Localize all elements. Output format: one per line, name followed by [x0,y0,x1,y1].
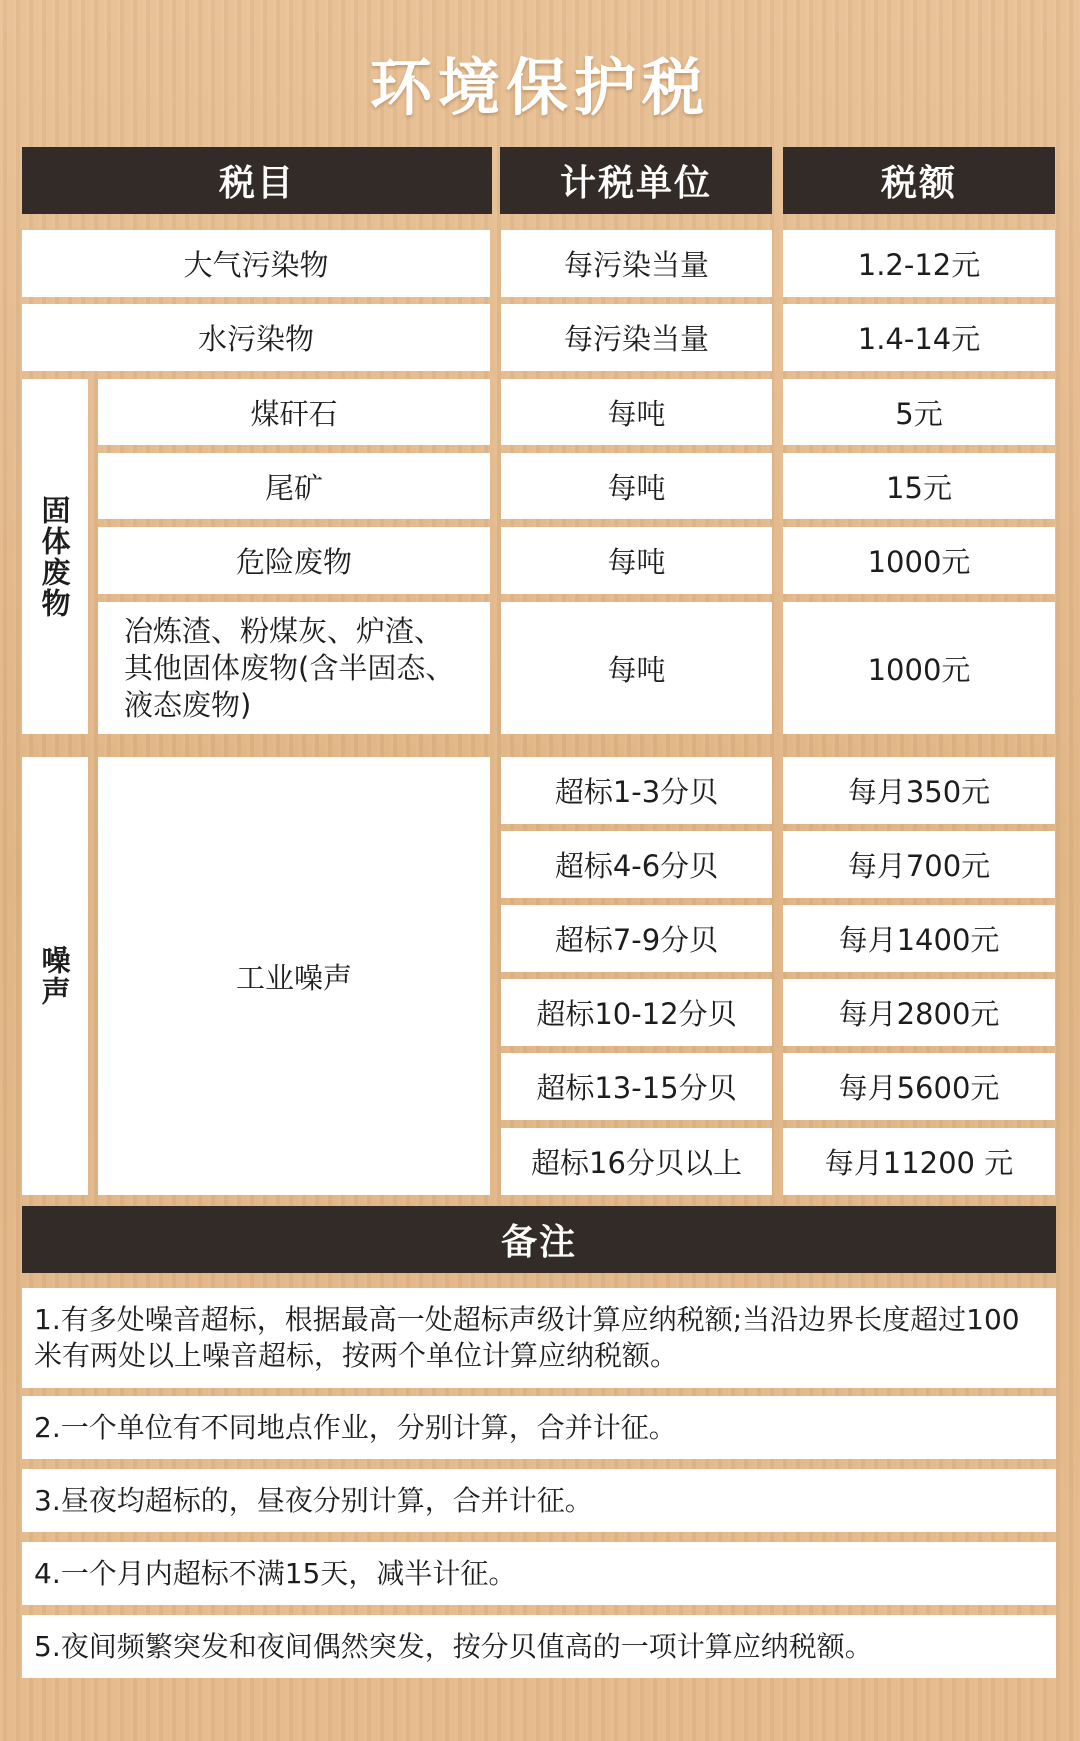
noise-group-label [22,757,88,1195]
solid-item-other: 冶炼渣、粉煤灰、炉渣、其他固体废物(含半固态、液态废物) [98,602,490,734]
solid-unit-tailings: 每吨 [501,453,772,519]
header-amount: 税额 [783,147,1055,214]
note-item-5: 5.夜间频繁突发和夜间偶然突发，按分贝值高的一项计算应纳税额。 [22,1615,1056,1678]
noise-unit-6: 超标16分贝以上 [501,1128,772,1195]
note-item-4: 4.一个月内超标不满15天，减半计征。 [22,1542,1056,1605]
note-item-1: 1.有多处噪音超标，根据最高一处超标声级计算应纳税额;当沿边界长度超过100米有两处以上噪音超标，按两个单位计算应纳税额。 [22,1288,1056,1388]
solid-amount-coal-gangue: 5元 [783,379,1055,445]
note-item-3: 3.昼夜均超标的，昼夜分别计算，合并计征。 [22,1469,1056,1532]
page-title: 环境保护税 [369,51,710,124]
solid-unit-other: 每吨 [501,602,772,734]
noise-unit-1: 超标1-3分贝 [501,757,772,824]
noise-amount-5: 每月5600元 [783,1053,1055,1120]
noise-unit-5: 超标13-15分贝 [501,1053,772,1120]
noise-amount-1: 每月350元 [783,757,1055,824]
water-item: 水污染物 [22,304,490,371]
noise-amount-2: 每月700元 [783,831,1055,898]
water-amount: 1.4-14元 [783,304,1055,371]
solid-group-text: 固体废物 [37,494,72,619]
solid-group-label [22,379,88,734]
air-item: 大气污染物 [22,230,490,297]
solid-amount-other: 1000元 [783,602,1055,734]
notes-header: 备注 [22,1206,1056,1273]
noise-amount-3: 每月1400元 [783,905,1055,972]
solid-item-hazardous: 危险废物 [98,527,490,594]
solid-amount-tailings: 15元 [783,453,1055,519]
noise-amount-4: 每月2800元 [783,979,1055,1046]
noise-unit-2: 超标4-6分贝 [501,831,772,898]
air-unit: 每污染当量 [501,230,772,297]
solid-amount-hazardous: 1000元 [783,527,1055,594]
noise-unit-3: 超标7-9分贝 [501,905,772,972]
solid-unit-coal-gangue: 每吨 [501,379,772,445]
solid-item-tailings: 尾矿 [98,453,490,519]
noise-group-text: 噪声 [37,945,72,1007]
note-item-2: 2.一个单位有不同地点作业，分别计算，合并计征。 [22,1396,1056,1459]
noise-unit-4: 超标10-12分贝 [501,979,772,1046]
air-amount: 1.2-12元 [783,230,1055,297]
header-item: 税目 [22,147,492,214]
solid-unit-hazardous: 每吨 [501,527,772,594]
noise-item: 工业噪声 [98,757,490,1195]
water-unit: 每污染当量 [501,304,772,371]
noise-amount-6: 每月11200 元 [783,1128,1055,1195]
header-unit: 计税单位 [500,147,772,214]
solid-item-coal-gangue: 煤矸石 [98,379,490,445]
